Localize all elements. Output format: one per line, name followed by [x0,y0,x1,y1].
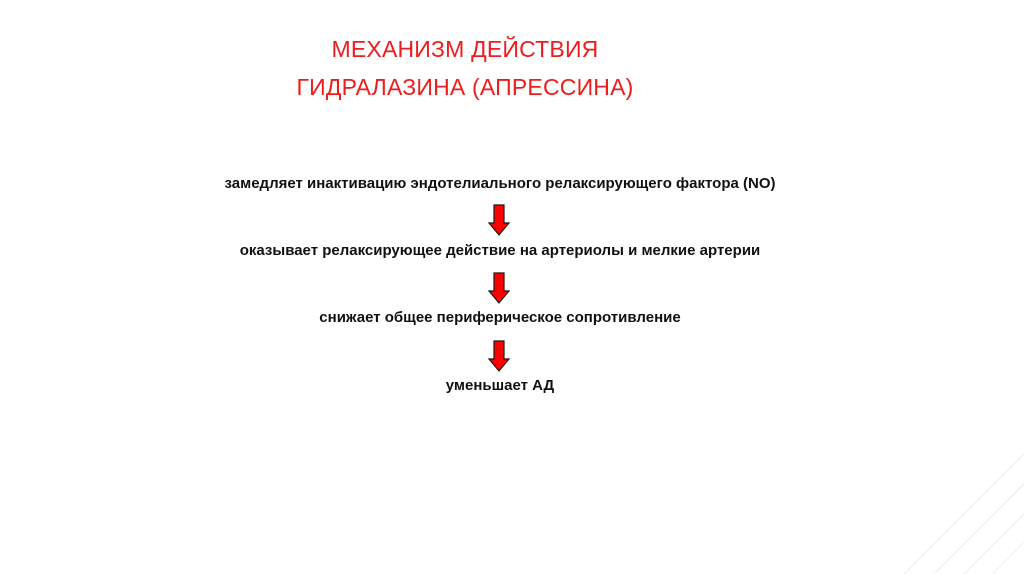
slide-title-line-2: ГИДРАЛАЗИНА (АПРЕССИНА) [296,74,634,100]
arrow-down-icon [488,272,510,304]
arrow-down-icon [488,340,510,372]
arrow-down-icon [488,204,510,236]
flow-step-2: оказывает релаксирующее действие на артериолы и мелкие артерии [239,242,761,259]
slide-title-line-1: МЕХАНИЗМ ДЕЙСТВИЯ [331,36,599,62]
flow-step-4: уменьшает АД [445,377,555,394]
corner-decoration [864,414,1024,574]
flow-step-1: замедляет инактивацию эндотелиального релаксирующего фактора (NO) [224,175,776,192]
flow-step-3: снижает общее периферическое сопротивление [319,309,681,326]
